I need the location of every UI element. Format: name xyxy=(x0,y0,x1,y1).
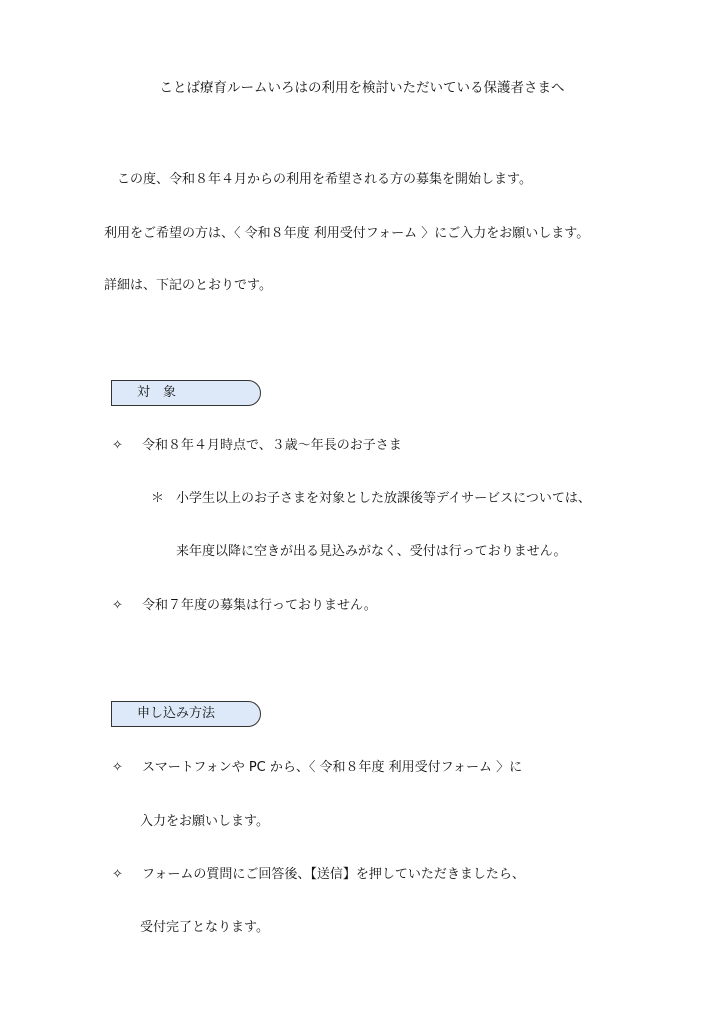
section-heading-how-to-apply: 申し込み方法 xyxy=(111,701,261,727)
intro-line-2: 利用をご希望の方は、〈 令和８年度 利用受付フォーム 〉にご入力をお願いします。 xyxy=(104,226,590,241)
list-item xyxy=(112,759,522,777)
list-item-text: 小学生以上のお子さまを対象とした放課後等デイサービスについては、 xyxy=(176,491,591,506)
document-title: ことば療育ルームいろはの利用を検討いただいている保護者さまへ xyxy=(159,80,565,96)
sparkle-bullet-icon: ✧ xyxy=(112,867,123,882)
sparkle-bullet-icon: ✧ xyxy=(112,598,123,613)
list-item-continuation: 来年度以降に空きが出る見込みがなく、受付は行っておりません。 xyxy=(176,544,567,559)
list-item xyxy=(151,490,591,508)
intro-line-3: 詳細は、下記のとおりです。 xyxy=(104,278,272,293)
list-item-text: 令和８年４月時点で、３歳〜年長のお子さま xyxy=(142,438,402,453)
intro-line-1: この度、令和８年４月からの利用を希望される方の募集を開始します。 xyxy=(117,172,532,187)
list-item-continuation: 入力をお願いします。 xyxy=(140,814,269,829)
section-heading-target: 対 象 xyxy=(111,380,261,406)
list-item-continuation: 受付完了となります。 xyxy=(140,920,269,935)
list-item-text: 令和７年度の募集は行っておりません。 xyxy=(142,598,377,613)
list-item-text: フォームの質問にご回答後、【送信】を押していただきましたら、 xyxy=(142,867,525,882)
asterisk-bullet-icon: ＊ xyxy=(151,491,165,506)
sparkle-bullet-icon: ✧ xyxy=(112,760,123,775)
sparkle-bullet-icon: ✧ xyxy=(112,438,123,453)
list-item xyxy=(112,597,377,615)
list-item xyxy=(112,437,402,455)
list-item-text: スマートフォンや PC から、〈 令和８年度 利用受付フォーム 〉に xyxy=(142,760,523,775)
list-item xyxy=(112,866,525,884)
